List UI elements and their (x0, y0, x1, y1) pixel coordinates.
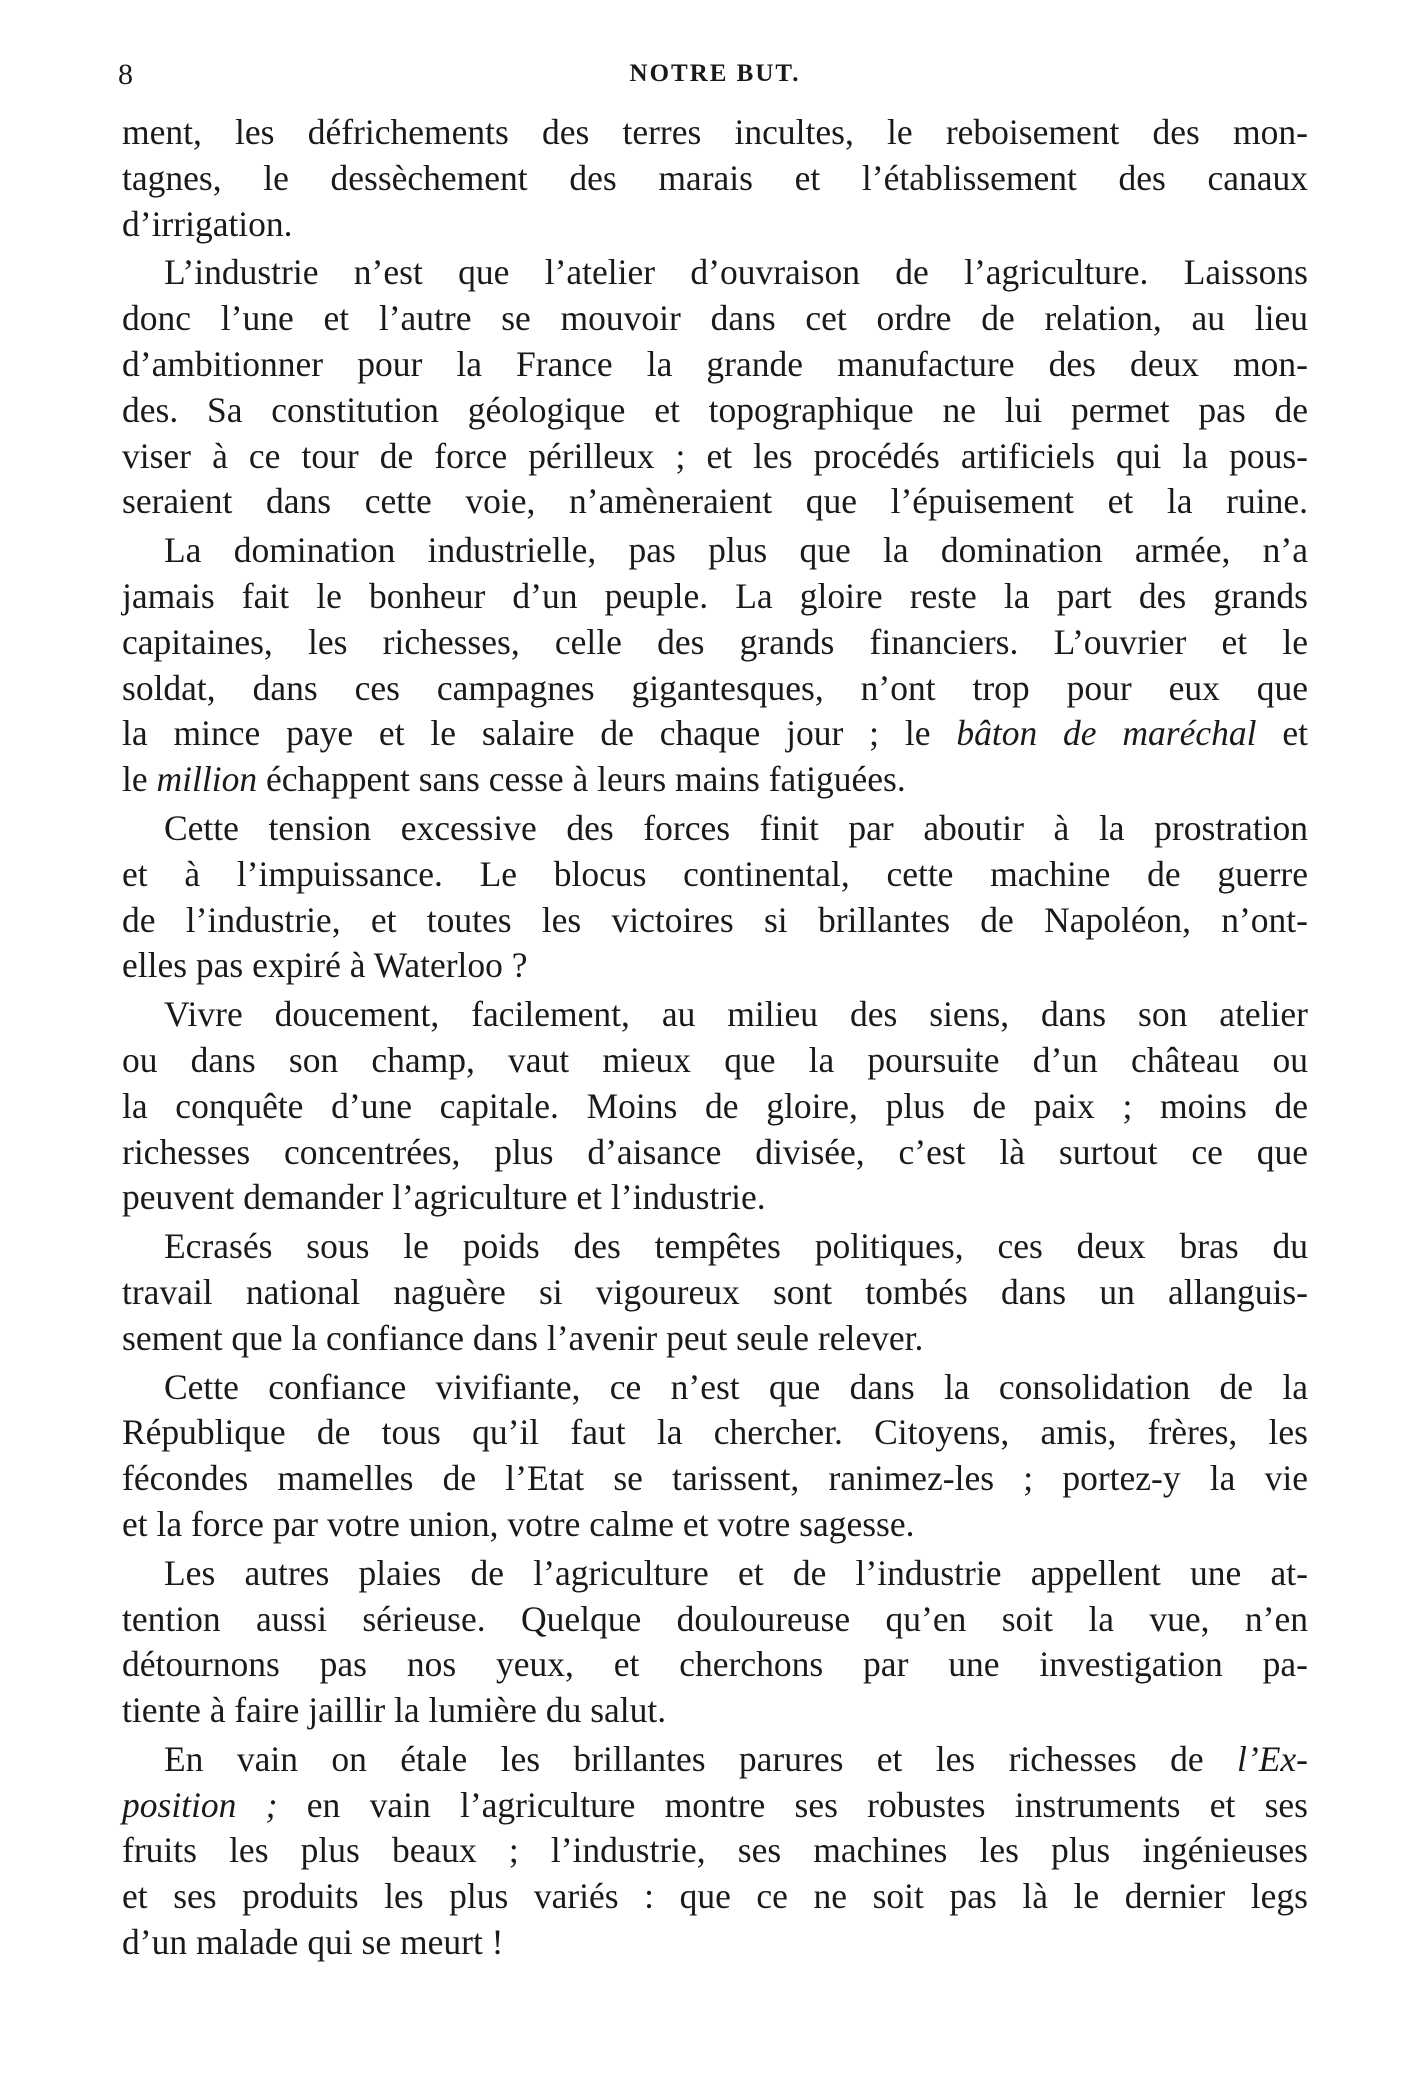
text-line: tiente à faire jaillir la lumière du salut. (122, 1690, 667, 1731)
italic-phrase: million (156, 759, 258, 800)
text-segment: la mince paye et le salaire de chaque jour ; le (122, 713, 957, 754)
text-line: tention aussi sérieuse. Quelque douloureuse qu’en soit la vue, n’en (122, 1598, 1308, 1639)
paragraph-5 (122, 992, 1308, 1221)
text-line: Cette confiance vivifiante, ce n’est que dans la consolidation de la (164, 1366, 1308, 1407)
text-line: seraient dans cette voie, n’amèneraient que l’épuisement et la ruine. (122, 481, 1308, 522)
text-line: de l’industrie, et toutes les victoires si brillantes de Napoléon, n’ont- (122, 899, 1308, 940)
paragraph-8 (122, 1551, 1308, 1734)
text-segment: En vain on étale les brillantes parures et les richesses de (164, 1738, 1238, 1779)
text-segment: échappent sans cesse à leurs mains fatiguées. (257, 759, 906, 800)
text-line (122, 1737, 1308, 1783)
text-segment: le (122, 759, 157, 800)
text-line: fécondes mamelles de l’Etat se tarissent, ranimez-les ; portez-y la vie (122, 1458, 1308, 1499)
text-line: d’un malade qui se meurt ! (122, 1922, 504, 1963)
paragraph-7 (122, 1365, 1308, 1548)
paragraph-9 (122, 1737, 1308, 1966)
text-line: et à l’impuissance. Le blocus continental, cette machine de guerre (122, 853, 1308, 894)
text-line: et ses produits les plus variés : que ce ne soit pas là le dernier legs (122, 1876, 1308, 1917)
paragraph-6 (122, 1224, 1308, 1361)
page-number: 8 (118, 58, 135, 91)
text-segment: en vain l’agriculture montre ses robustes instruments et ses (277, 1784, 1308, 1825)
text-line: tagnes, le dessèchement des marais et l’établissement des canaux (122, 157, 1308, 198)
paragraph-1 (122, 110, 1308, 247)
italic-phrase: bâton de maréchal (956, 713, 1257, 754)
text-line: Les autres plaies de l’agriculture et de l’industrie appellent une at- (164, 1552, 1308, 1593)
paragraph-4 (122, 806, 1308, 989)
text-line: Cette tension excessive des forces finit par aboutir à la prostration (164, 807, 1308, 848)
text-line: Ecrasés sous le poids des tempêtes politiques, ces deux bras du (164, 1226, 1308, 1267)
text-line: donc l’une et l’autre se mouvoir dans cet ordre de relation, au lieu (122, 298, 1308, 339)
body-text (122, 110, 1308, 1966)
paragraph-2 (122, 250, 1308, 525)
text-line: ou dans son champ, vaut mieux que la poursuite d’un château ou (122, 1039, 1308, 1080)
text-line: Vivre doucement, facilement, au milieu des siens, dans son atelier (164, 994, 1308, 1035)
running-title: NOTRE BUT. (629, 60, 801, 87)
text-line: elles pas expiré à Waterloo ? (122, 945, 528, 986)
text-line: des. Sa constitution géologique et topographique ne lui permet pas de (122, 389, 1308, 430)
italic-phrase: position ; (122, 1784, 278, 1825)
book-page (118, 58, 1308, 1966)
text-line: sement que la confiance dans l’avenir peut seule relever. (122, 1317, 924, 1358)
text-line: travail national naguère si vigoureux sont tombés dans un allanguis- (122, 1271, 1308, 1312)
text-line: d’irrigation. (122, 203, 293, 244)
text-line: ment, les défrichements des terres incultes, le reboisement des mon- (122, 112, 1308, 152)
text-line: peuvent demander l’agriculture et l’industrie. (122, 1177, 766, 1218)
text-line: fruits les plus beaux ; l’industrie, ses machines les plus ingénieuses (122, 1830, 1308, 1871)
text-segment: et (1256, 713, 1308, 754)
text-line: jamais fait le bonheur d’un peuple. La gloire reste la part des grands (122, 575, 1308, 616)
text-line: capitaines, les richesses, celle des grands financiers. L’ouvrier et le (122, 621, 1308, 662)
italic-phrase: l’Ex- (1237, 1738, 1308, 1779)
text-line: La domination industrielle, pas plus que la domination armée, n’a (164, 530, 1308, 571)
text-line: d’ambitionner pour la France la grande manufacture des deux mon- (122, 343, 1308, 384)
text-line: L’industrie n’est que l’atelier d’ouvraison de l’agriculture. Laissons (164, 252, 1308, 293)
text-line (122, 1783, 1308, 1829)
text-line: détournons pas nos yeux, et cherchons par une investigation pa- (122, 1644, 1308, 1685)
text-line: soldat, dans ces campagnes gigantesques, n’ont trop pour eux que (122, 667, 1308, 708)
text-line: viser à ce tour de force périlleux ; et les procédés artificiels qui la pous- (122, 435, 1308, 476)
paragraph-3 (122, 528, 1308, 803)
text-line (122, 711, 1308, 757)
text-line: la conquête d’une capitale. Moins de gloire, plus de paix ; moins de (122, 1085, 1308, 1126)
text-line: et la force par votre union, votre calme et votre sagesse. (122, 1503, 915, 1544)
text-line: richesses concentrées, plus d’aisance divisée, c’est là surtout ce que (122, 1131, 1308, 1172)
running-head (118, 58, 1308, 110)
text-line: République de tous qu’il faut la chercher. Citoyens, amis, frères, les (122, 1412, 1308, 1453)
text-line (122, 757, 1308, 803)
